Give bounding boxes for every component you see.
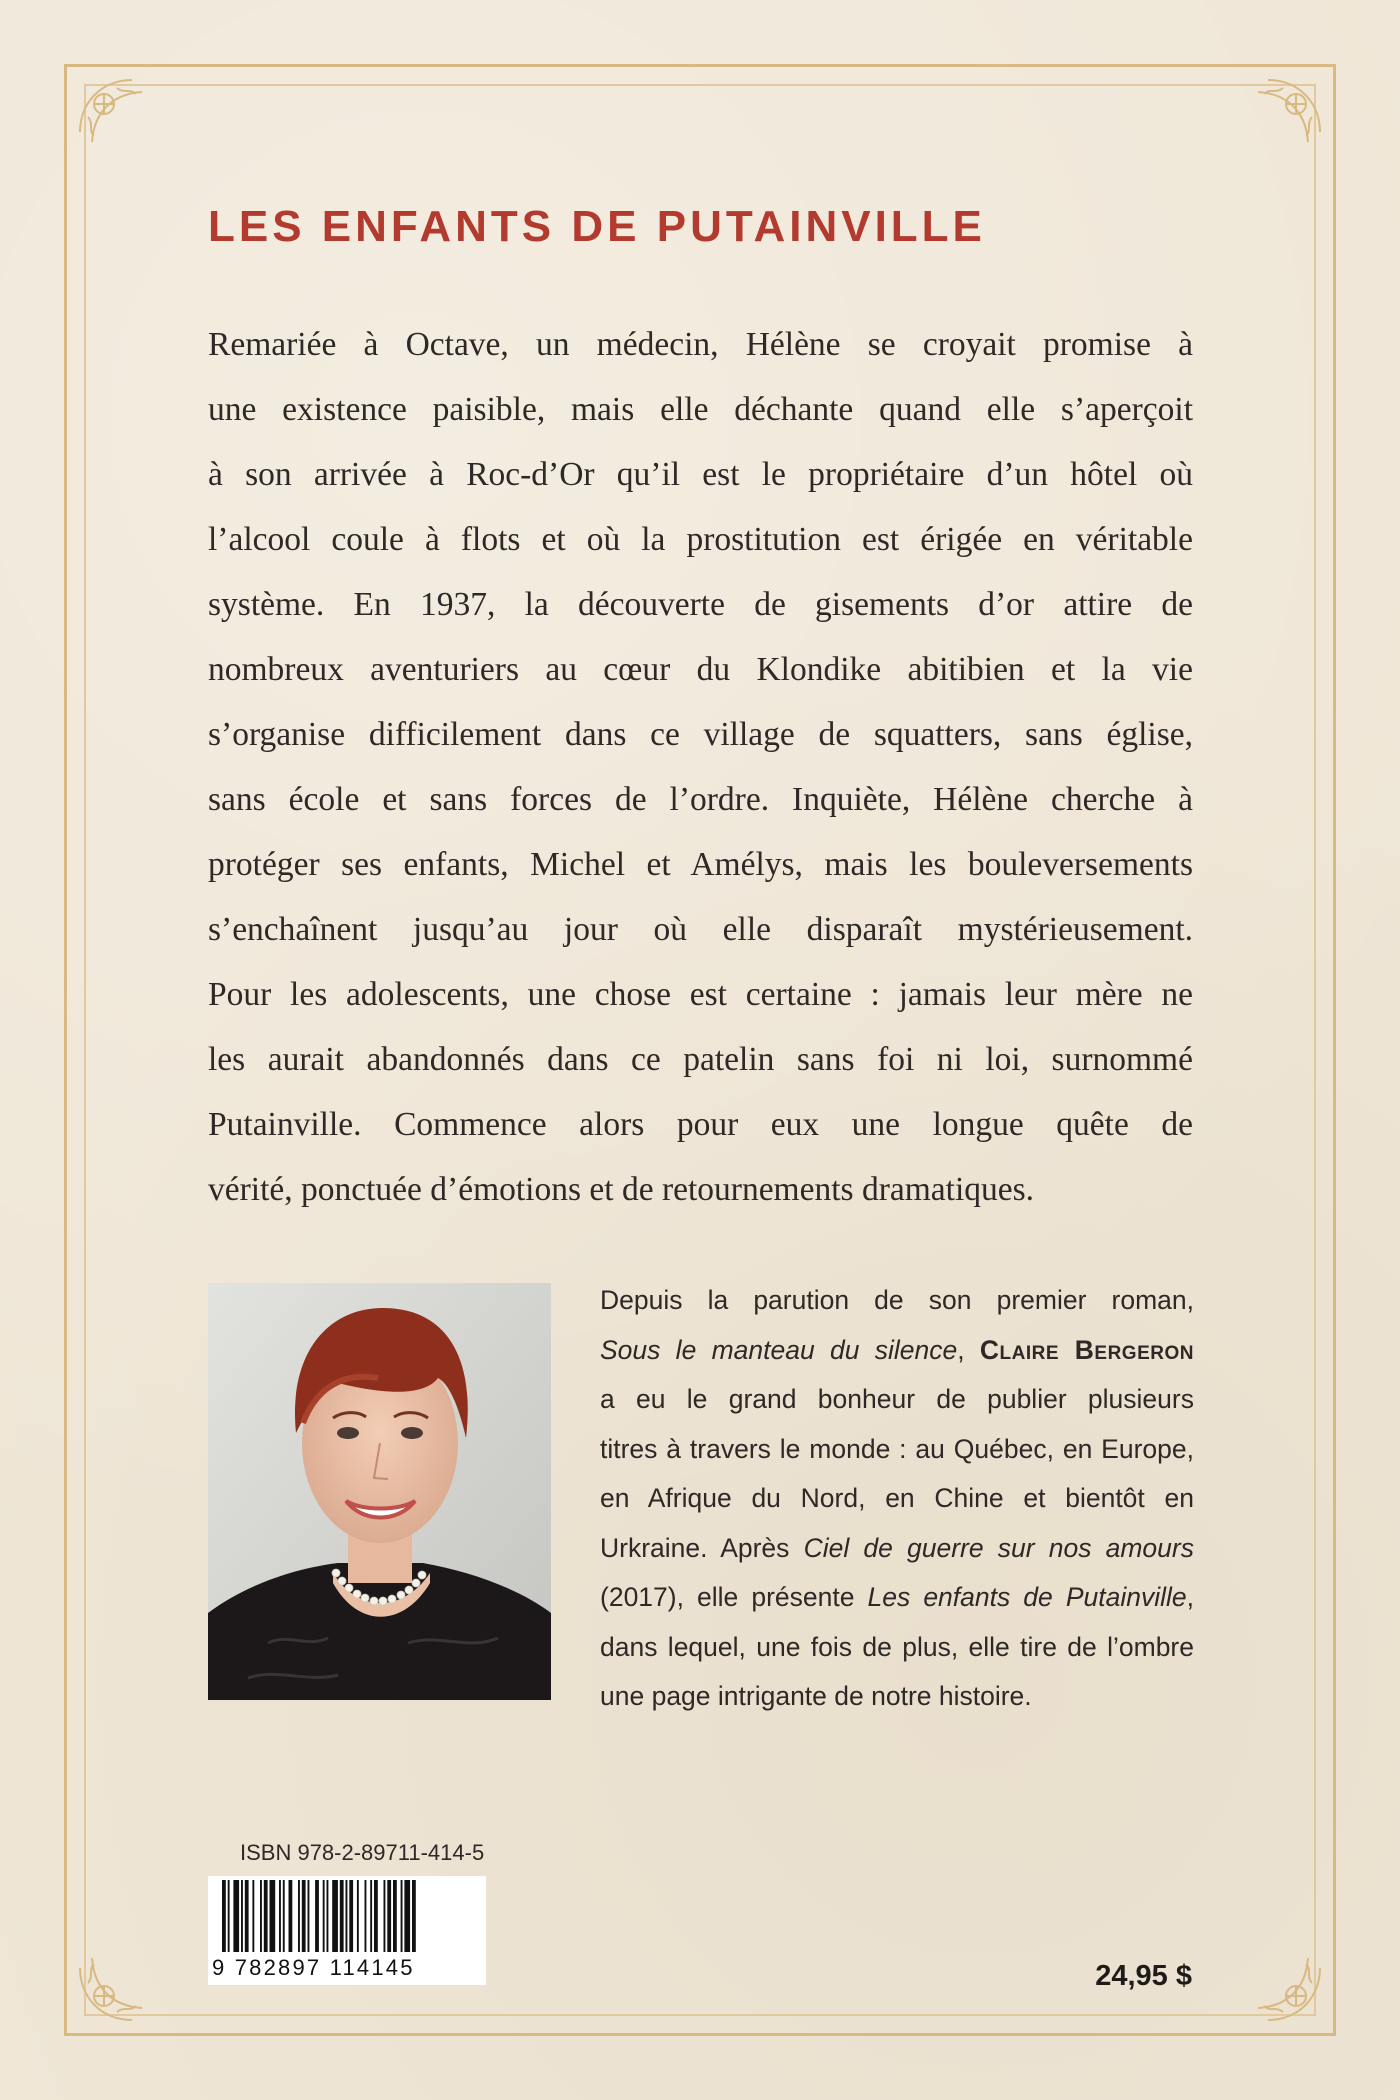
bio-line: une page intrigante de notre histoire. bbox=[600, 1681, 1032, 1711]
bio-text: Urkraine. Après bbox=[600, 1532, 804, 1563]
barcode-bar bbox=[233, 1880, 239, 1952]
barcode-bar bbox=[365, 1880, 367, 1952]
bio-line bbox=[600, 1573, 1194, 1623]
barcode-bar bbox=[393, 1880, 397, 1952]
barcode-bar bbox=[374, 1880, 378, 1952]
barcode-bar bbox=[404, 1880, 410, 1952]
barcode-bar bbox=[349, 1880, 353, 1952]
barcode-bar bbox=[412, 1880, 416, 1952]
bio-line: dans lequel, une fois de plus, elle tire de l’ombre bbox=[600, 1631, 1194, 1662]
corner-ornament-icon bbox=[72, 1938, 162, 2028]
barcode-bar bbox=[222, 1880, 226, 1952]
synopsis-line: Putainville. Commence alors pour eux une longue quête de bbox=[208, 1106, 1193, 1143]
bio-text: (2017), elle présente bbox=[600, 1582, 868, 1612]
barcode-bar bbox=[270, 1880, 276, 1952]
bio-line: titres à travers le monde : au Québec, en Europe, bbox=[600, 1433, 1194, 1464]
barcode-bar bbox=[241, 1880, 243, 1952]
barcode-bar bbox=[308, 1880, 310, 1952]
synopsis-line: système. En 1937, la découverte de gisements d’or attire de bbox=[208, 586, 1193, 623]
author-bio bbox=[600, 1276, 1194, 1722]
barcode-bars-icon bbox=[208, 1880, 486, 1960]
synopsis-line: nombreux aventuriers au cœur du Klondike abitibien et la vie bbox=[208, 651, 1193, 688]
bio-line: en Afrique du Nord, en Chine et bientôt en bbox=[600, 1483, 1194, 1513]
bio-line bbox=[600, 1326, 1194, 1376]
bio-text: , bbox=[1186, 1582, 1194, 1612]
price: 24,95 $ bbox=[1095, 1960, 1192, 1992]
barcode-bar bbox=[315, 1880, 319, 1952]
barcode-bar bbox=[245, 1880, 249, 1952]
synopsis bbox=[208, 312, 1193, 1222]
synopsis-line: vérité, ponctuée d’émotions et de retournements dramatiques. bbox=[208, 1171, 1035, 1208]
barcode-bar bbox=[252, 1880, 254, 1952]
barcode-bar bbox=[346, 1880, 348, 1952]
barcode-bar bbox=[283, 1880, 285, 1952]
barcode-bar bbox=[340, 1880, 344, 1952]
synopsis-line: à son arrivée à Roc-d’Or qu’il est le propriétaire d’un hôtel où bbox=[208, 456, 1193, 493]
isbn-label: ISBN 978-2-89711-414-5 bbox=[240, 1840, 485, 1865]
barcode-bar bbox=[384, 1880, 386, 1952]
synopsis-line: une existence paisible, mais elle déchante quand elle s’aperçoit bbox=[208, 391, 1193, 428]
synopsis-line: l’alcool coule à flots et où la prostitution est érigée en véritable bbox=[208, 521, 1193, 558]
author-name: Claire Bergeron bbox=[979, 1334, 1194, 1365]
bio-line: Depuis la parution de son premier roman, bbox=[600, 1285, 1194, 1315]
synopsis-line: sans école et sans forces de l’ordre. Inquiète, Hélène cherche à bbox=[208, 781, 1193, 818]
author-photo bbox=[208, 1283, 551, 1700]
synopsis-line: Pour les adolescents, une chose est certaine : jamais leur mère ne bbox=[208, 976, 1193, 1013]
synopsis-line: protéger ses enfants, Michel et Amélys, mais les bouleversements bbox=[208, 846, 1193, 883]
barcode-bar bbox=[323, 1880, 325, 1952]
corner-ornament-icon bbox=[72, 72, 162, 162]
synopsis-line: s’enchaînent jusqu’au jour où elle disparaît mystérieusement. bbox=[208, 911, 1193, 948]
barcode-bar bbox=[264, 1880, 268, 1952]
book-title-reference: Sous le manteau du silence bbox=[600, 1334, 958, 1365]
synopsis-line: les aurait abandonnés dans ce patelin sans foi ni loi, surnommé bbox=[208, 1041, 1193, 1078]
barcode-bar bbox=[327, 1880, 329, 1952]
synopsis-line: Remariée à Octave, un médecin, Hélène se croyait promise à bbox=[208, 326, 1193, 363]
barcode-bar bbox=[370, 1880, 372, 1952]
book-title-reference: Les enfants de Putainville bbox=[867, 1582, 1187, 1612]
synopsis-line: s’organise difficilement dans ce village de squatters, sans église, bbox=[208, 716, 1193, 753]
barcode-bar bbox=[332, 1880, 338, 1952]
separator: , bbox=[957, 1334, 980, 1365]
bio-line bbox=[600, 1524, 1194, 1574]
barcode-bar bbox=[260, 1880, 262, 1952]
bio-line: a eu le grand bonheur de publier plusieurs bbox=[600, 1384, 1194, 1414]
book-title-reference: Ciel de guerre sur nos amours bbox=[803, 1532, 1194, 1563]
corner-ornament-icon bbox=[1238, 1938, 1328, 2028]
book-title: LES ENFANTS DE PUTAINVILLE bbox=[208, 202, 986, 251]
barcode-bar bbox=[302, 1880, 306, 1952]
barcode-bar bbox=[401, 1880, 403, 1952]
corner-ornament-icon bbox=[1238, 72, 1328, 162]
barcode-digits: 9 782897 114145 bbox=[208, 1955, 486, 1985]
barcode-bar bbox=[357, 1880, 359, 1952]
barcode-bar bbox=[228, 1880, 230, 1952]
barcode-bar bbox=[387, 1880, 391, 1952]
barcode-bar bbox=[298, 1880, 300, 1952]
barcode-bar bbox=[289, 1880, 293, 1952]
barcode-bar bbox=[279, 1880, 281, 1952]
